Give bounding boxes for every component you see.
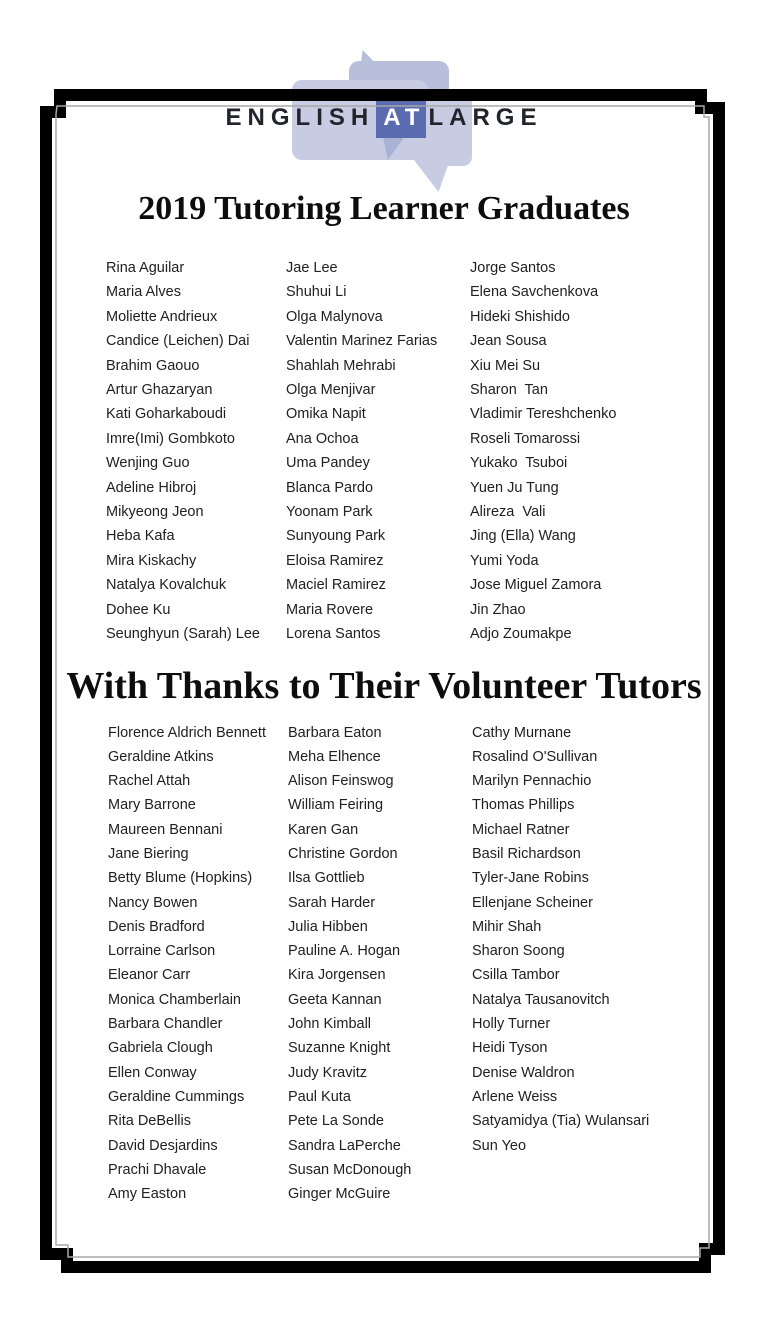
person-name: Ellenjane Scheiner — [472, 894, 593, 911]
person-name: Eleanor Carr — [108, 967, 191, 984]
person-name: Denis Bradford — [108, 918, 205, 935]
person-name: Seunghyun (Sarah) Lee — [106, 626, 260, 643]
person-name: Shahlah Mehrabi — [286, 357, 396, 374]
person-name: Mira Kiskachy — [106, 552, 197, 569]
speech-bubble-tail-icon — [360, 50, 382, 70]
person-name: Holly Turner — [472, 1016, 551, 1033]
person-name: Rita DeBellis — [108, 1113, 191, 1130]
person-name: Betty Blume (Hopkins) — [108, 870, 253, 887]
logo-wordmark — [214, 98, 554, 138]
person-name: Dohee Ku — [106, 601, 171, 618]
person-name: Mary Barrone — [108, 797, 196, 814]
person-name: Geeta Kannan — [288, 991, 382, 1008]
person-name: Marilyn Pennachio — [472, 773, 592, 790]
person-name: Vladimir Tereshchenko — [470, 406, 617, 423]
person-name: Geraldine Atkins — [108, 748, 214, 765]
person-name: Jorge Santos — [470, 260, 556, 276]
person-name: Pete La Sonde — [288, 1113, 384, 1130]
person-name: Mikyeong Jeon — [106, 504, 204, 521]
person-name: Jean Sousa — [470, 333, 547, 350]
person-name: Jae Lee — [286, 260, 338, 276]
person-name: Ginger McGuire — [288, 1186, 391, 1203]
person-name: Yuen Ju Tung — [470, 479, 559, 496]
person-name: Basil Richardson — [472, 845, 581, 862]
person-name: Rachel Attah — [108, 773, 191, 790]
person-name: Geraldine Cummings — [108, 1088, 245, 1105]
person-name: Rosalind O'Sullivan — [472, 748, 598, 765]
person-name: Barbara Eaton — [288, 724, 382, 741]
person-name: Eloisa Ramirez — [286, 552, 384, 569]
graduates-section-title: 2019 Tutoring Learner Graduates — [138, 190, 630, 227]
person-name: Adjo Zoumakpe — [470, 626, 572, 643]
person-name: Tyler-Jane Robins — [472, 870, 589, 887]
person-name: Sunyoung Park — [286, 528, 386, 545]
person-name: David Desjardins — [108, 1137, 218, 1154]
person-name: Alireza Vali — [470, 504, 546, 521]
person-name: Maria Alves — [106, 284, 181, 301]
person-name: Yumi Yoda — [470, 552, 539, 569]
person-name: Imre(Imi) Gombkoto — [106, 430, 235, 447]
person-name: Arlene Weiss — [472, 1088, 558, 1105]
person-name: Roseli Tomarossi — [470, 430, 581, 447]
person-name: Paul Kuta — [288, 1088, 351, 1105]
person-name: Heba Kafa — [106, 528, 175, 545]
tutors-column-2 — [288, 721, 472, 1207]
person-name: Lorena Santos — [286, 626, 381, 643]
graduates-name-list — [106, 256, 768, 647]
person-name: Denise Waldron — [472, 1064, 575, 1081]
person-name: Cathy Murnane — [472, 724, 572, 741]
person-name: Jing (Ella) Wang — [470, 528, 576, 545]
person-name: Barbara Chandler — [108, 1016, 223, 1033]
person-name: Rina Aguilar — [106, 260, 185, 276]
person-name: Olga Malynova — [286, 308, 383, 325]
person-name: Shuhui Li — [286, 284, 347, 301]
person-name: Jane Biering — [108, 845, 189, 862]
person-name: Christine Gordon — [288, 845, 398, 862]
graduates-column-3 — [470, 256, 680, 647]
person-name: Gabriela Clough — [108, 1040, 213, 1057]
graduates-column-1 — [106, 256, 286, 647]
person-name: Amy Easton — [108, 1186, 187, 1203]
person-name: Xiu Mei Su — [470, 357, 541, 374]
person-name: Ellen Conway — [108, 1064, 197, 1081]
person-name: Monica Chamberlain — [108, 991, 241, 1008]
person-name: Mihir Shah — [472, 918, 542, 935]
person-name: Satyamidya (Tia) Wulansari — [472, 1113, 650, 1130]
person-name: Moliette Andrieux — [106, 308, 218, 325]
person-name: Sharon Tan — [470, 382, 548, 399]
logo-text-english: ENGLISH — [225, 104, 375, 131]
tutors-name-list — [108, 721, 768, 1207]
logo-text-large: LARGE — [428, 104, 543, 131]
person-name: Karen Gan — [288, 821, 359, 838]
graduates-column-2 — [286, 256, 470, 647]
person-name: Adeline Hibroj — [106, 479, 197, 496]
person-name: Lorraine Carlson — [108, 943, 216, 960]
person-name: Michael Ratner — [472, 821, 570, 838]
person-name: Nancy Bowen — [108, 894, 198, 911]
person-name: Sandra LaPerche — [288, 1137, 401, 1154]
person-name: Uma Pandey — [286, 455, 370, 472]
tutors-section-title: With Thanks to Their Volunteer Tutors — [66, 664, 702, 707]
tutors-column-3 — [472, 721, 682, 1207]
person-name: Susan McDonough — [288, 1161, 412, 1178]
person-name: Omika Napit — [286, 406, 366, 423]
person-name: Artur Ghazaryan — [106, 382, 213, 399]
person-name: John Kimball — [288, 1016, 372, 1033]
person-name: Sarah Harder — [288, 894, 376, 911]
person-name: Natalya Tausanovitch — [472, 991, 610, 1008]
person-name: Ilsa Gottlieb — [288, 870, 365, 887]
person-name: Heidi Tyson — [472, 1040, 548, 1057]
person-name: Julia Hibben — [288, 918, 368, 935]
person-name: Sharon Soong — [472, 943, 565, 960]
person-name: Florence Aldrich Bennett — [108, 724, 266, 741]
person-name: Jose Miguel Zamora — [470, 577, 602, 594]
person-name: Pauline A. Hogan — [288, 943, 401, 960]
person-name: Maureen Bennani — [108, 821, 223, 838]
person-name: Yoonam Park — [286, 504, 373, 521]
person-name: Csilla Tambor — [472, 967, 560, 984]
person-name: Wenjing Guo — [106, 455, 190, 472]
person-name: Prachi Dhavale — [108, 1161, 207, 1178]
person-name: Kati Goharkaboudi — [106, 406, 227, 423]
person-name: Maciel Ramirez — [286, 577, 386, 594]
person-name: William Feiring — [288, 797, 384, 814]
person-name: Sun Yeo — [472, 1137, 527, 1154]
tutors-column-1 — [108, 721, 288, 1207]
person-name: Meha Elhence — [288, 748, 381, 765]
person-name: Candice (Leichen) Dai — [106, 333, 250, 350]
person-name: Valentin Marinez Farias — [286, 333, 438, 350]
person-name: Kira Jorgensen — [288, 967, 386, 984]
english-at-large-logo — [214, 56, 554, 176]
logo-at-badge: AT — [376, 98, 426, 138]
person-name: Yukako Tsuboi — [470, 455, 568, 472]
person-name: Ana Ochoa — [286, 430, 359, 447]
person-name: Elena Savchenkova — [470, 284, 599, 301]
person-name: Olga Menjivar — [286, 382, 376, 399]
person-name: Brahim Gaouo — [106, 357, 200, 374]
person-name: Alison Feinswog — [288, 773, 394, 790]
person-name: Maria Rovere — [286, 601, 374, 618]
person-name: Natalya Kovalchuk — [106, 577, 227, 594]
person-name: Judy Kravitz — [288, 1064, 367, 1081]
person-name: Jin Zhao — [470, 601, 526, 618]
person-name: Blanca Pardo — [286, 479, 374, 496]
person-name: Thomas Phillips — [472, 797, 575, 814]
person-name: Suzanne Knight — [288, 1040, 391, 1057]
person-name: Hideki Shishido — [470, 308, 570, 325]
